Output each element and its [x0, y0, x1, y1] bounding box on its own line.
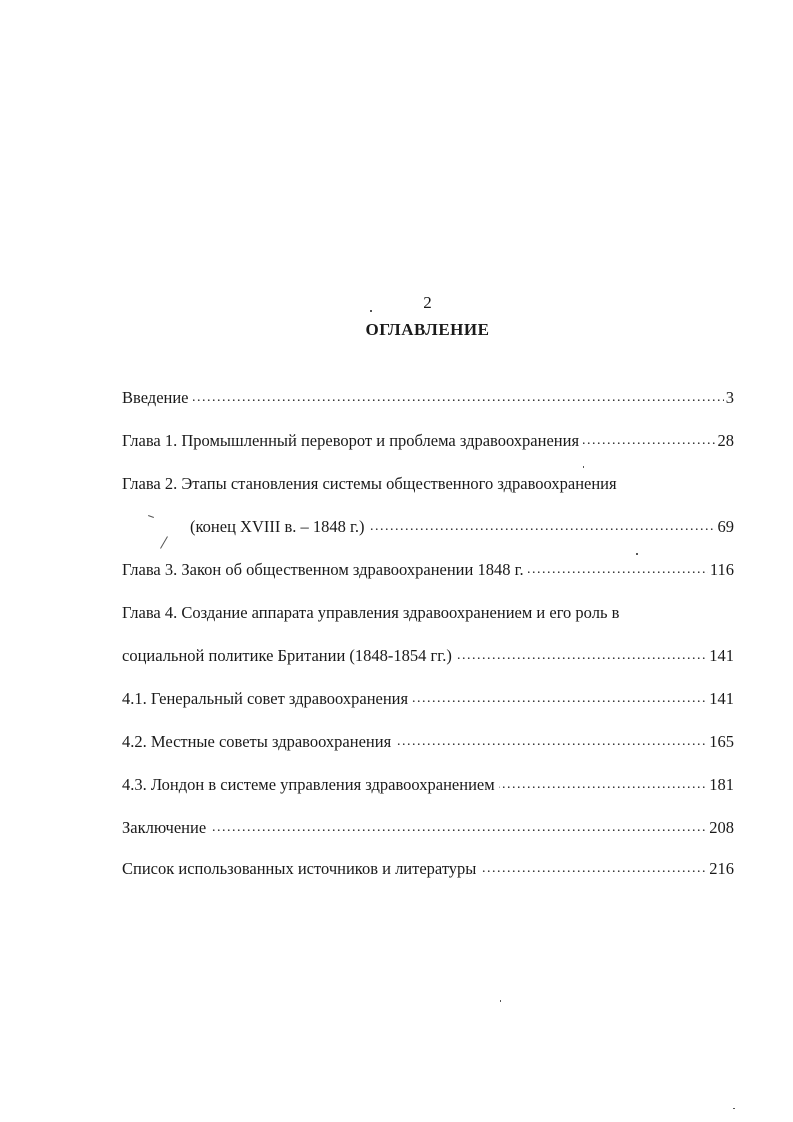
toc-entry-page: 165: [709, 732, 734, 751]
toc-entry-chapter-3: [122, 559, 734, 581]
scan-speck: [370, 310, 372, 312]
page-number: 2: [423, 293, 432, 312]
toc-entry-chapter-2: Глава 2. Этапы становления системы общественного здравоохранения: [122, 474, 617, 493]
toc-entry-section-4-3: [122, 774, 734, 796]
toc-entry-text: Заключение: [122, 817, 210, 839]
toc-entry-page: 141: [709, 646, 734, 665]
toc-entry-chapter-1: [122, 430, 734, 452]
toc-entry-text: социальной политике Британии (1848-1854 гг.): [122, 645, 456, 667]
toc-entry-text: Введение: [122, 387, 193, 409]
scan-speck: [733, 1108, 735, 1109]
scan-speck: [148, 515, 154, 518]
toc-entry-chapter-4-continued: [122, 645, 734, 667]
toc-entry-text: Глава 3. Закон об общественном здравоохранении 1848 г.: [122, 559, 528, 581]
toc-entry-conclusion: [122, 817, 734, 839]
toc-entry-page: 208: [709, 818, 734, 837]
scan-speck: [636, 553, 638, 555]
toc-entry-text: 4.3. Лондон в системе управления здравоохранением: [122, 774, 499, 796]
toc-entry-page: 28: [717, 431, 734, 450]
toc-entry-chapter-4: Глава 4. Создание аппарата управления здравоохранением и его роль в: [122, 603, 620, 622]
scan-speck: [500, 1000, 501, 1002]
toc-entry-introduction: [122, 387, 734, 409]
toc-entry-text: Список использованных источников и литературы: [122, 858, 480, 880]
scan-speck: [583, 466, 584, 468]
toc-entry-page: 69: [717, 517, 734, 536]
toc-entry-text: Глава 1. Промышленный переворот и проблема здравоохранения: [122, 430, 583, 452]
toc-entry-sources: [122, 858, 734, 880]
toc-entry-text: 4.2. Местные советы здравоохранения: [122, 731, 395, 753]
toc-entry-page: 3: [725, 388, 734, 407]
toc-entry-page: 141: [709, 689, 734, 708]
toc-entry-section-4-2: [122, 731, 734, 753]
toc-entry-page: 116: [709, 560, 734, 579]
toc-entry-section-4-1: [122, 688, 734, 710]
page-title: ОГЛАВЛЕНИЕ: [365, 320, 490, 339]
toc-entry-page: 181: [709, 775, 734, 794]
toc-entry-chapter-2-continued: [190, 516, 734, 538]
toc-entry-page: 216: [709, 859, 734, 878]
toc-entry-text: 4.1. Генеральный совет здравоохранения: [122, 688, 412, 710]
scan-speck: [160, 536, 168, 549]
toc-entry-text: (конец XVIII в. – 1848 г.): [190, 516, 369, 538]
